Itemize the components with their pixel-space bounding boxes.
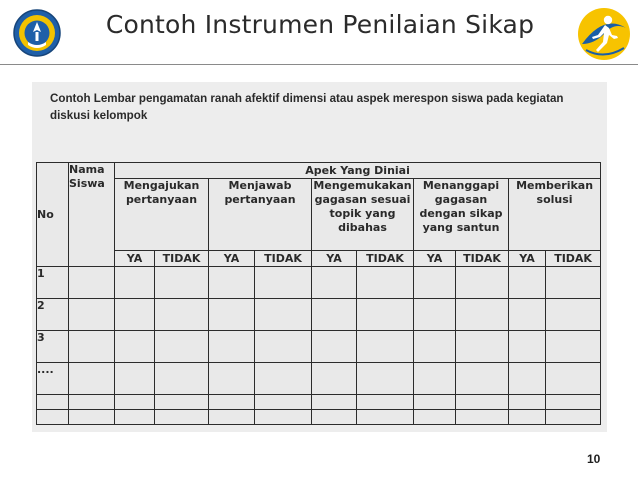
worksheet-caption: Contoh Lembar pengamatan ranah afektif dimensi atau aspek merespon siswa pada kegiatan diskusi kelompok [50,92,564,122]
table-cell [255,267,312,299]
aspect-header-memberikan [509,179,601,251]
row-number: .... [37,363,69,395]
aspect-line: Memberikan [516,179,594,192]
table-cell [509,299,546,331]
aspect-line: Menanggapi [422,179,500,192]
aspect-header-mengajukan [115,179,209,251]
table-cell [414,267,456,299]
table-cell [69,410,115,425]
table-cell [312,363,357,395]
table-cell [115,331,155,363]
table-cell [115,395,155,410]
sub-header-ya: YA [209,251,255,267]
table-cell [255,299,312,331]
table-cell [69,395,115,410]
table-row [37,395,601,410]
aspect-line: Menjawab [228,179,292,192]
aspect-line: topik yang [329,207,396,220]
table-cell [546,331,601,363]
table-cell [209,299,255,331]
table-cell [69,363,115,395]
table-cell [115,363,155,395]
table-cell [155,363,209,395]
row-number: 3 [37,331,69,363]
aspect-header-mengemukakan [312,179,414,251]
table-cell [357,267,414,299]
sub-header-tidak: TIDAK [255,251,312,267]
col-header-no: No [37,163,69,267]
aspect-line: gagasan [434,193,488,206]
table-cell [357,363,414,395]
table-cell [546,267,601,299]
table-cell [546,410,601,425]
table-cell [414,331,456,363]
table-cell [509,267,546,299]
row-number [37,395,69,410]
table-cell [357,331,414,363]
aspect-line: dengan sikap [419,207,503,220]
aspect-line: pertanyaan [224,193,296,206]
table-cell [209,331,255,363]
sub-header-tidak: TIDAK [546,251,601,267]
table-cell [255,363,312,395]
table-cell [312,267,357,299]
aspect-line: Mengemukakan [313,179,412,192]
table-cell [115,267,155,299]
table-cell [115,410,155,425]
table-cell [155,395,209,410]
table-cell [69,267,115,299]
table-row [37,299,601,331]
col-header-nama-line2: Siswa [69,177,105,190]
table-cell [456,299,509,331]
sub-header-tidak: TIDAK [357,251,414,267]
table-cell [115,299,155,331]
table-cell [312,395,357,410]
table-cell [312,299,357,331]
aspect-line: gagasan sesuai [314,193,411,206]
sub-header-ya: YA [414,251,456,267]
table-cell [209,363,255,395]
table-cell [546,363,601,395]
table-cell [414,363,456,395]
kurikulum-2013-runner-logo-icon [574,4,634,64]
table-cell [546,395,601,410]
table-cell [155,267,209,299]
aspect-line: dibahas [338,221,387,234]
sub-header-ya: YA [115,251,155,267]
table-cell [357,410,414,425]
sub-header-ya: YA [312,251,357,267]
table-cell [255,395,312,410]
sub-header-tidak: TIDAK [456,251,509,267]
table-row [37,267,601,299]
col-header-nama-siswa [69,163,115,267]
sub-header-tidak: TIDAK [155,251,209,267]
table-cell [155,299,209,331]
observation-sheet-table [36,162,601,425]
table-cell [456,331,509,363]
table-cell [357,299,414,331]
table-row [37,410,601,425]
table-cell [456,267,509,299]
table-cell [69,299,115,331]
table-cell [456,395,509,410]
slide-title: Contoh Instrumen Penilaian Sikap [105,10,535,39]
aspect-header-menanggapi [414,179,509,251]
page-number: 10 [587,452,601,466]
table-cell [312,410,357,425]
aspect-header-menjawab [209,179,312,251]
table-cell [509,363,546,395]
aspect-line: Mengajukan [123,179,200,192]
table-cell [546,299,601,331]
table-cell [155,331,209,363]
col-header-nama-line1: Nama [69,163,105,176]
aspect-line: yang santun [422,221,500,234]
table-row [37,363,601,395]
sub-header-ya: YA [509,251,546,267]
table-cell [209,267,255,299]
table-cell [414,395,456,410]
table-cell [509,410,546,425]
table-cell [69,331,115,363]
table-cell [456,410,509,425]
table-cell [414,410,456,425]
table-cell [255,410,312,425]
table-cell [357,395,414,410]
table-cell [456,363,509,395]
table-cell [209,395,255,410]
tut-wuri-handayani-emblem-icon [10,8,64,58]
row-number: 1 [37,267,69,299]
title-divider [0,64,638,65]
table-row [37,331,601,363]
table-cell [312,331,357,363]
aspect-line: pertanyaan [125,193,198,206]
row-number [37,410,69,425]
table-cell [209,410,255,425]
table-cell [414,299,456,331]
aspect-line: solusi [536,193,573,206]
table-cell [509,331,546,363]
main-aspect-header: Apek Yang Diniai [115,163,601,179]
table-cell [155,410,209,425]
row-number: 2 [37,299,69,331]
table-cell [255,331,312,363]
table-cell [509,395,546,410]
